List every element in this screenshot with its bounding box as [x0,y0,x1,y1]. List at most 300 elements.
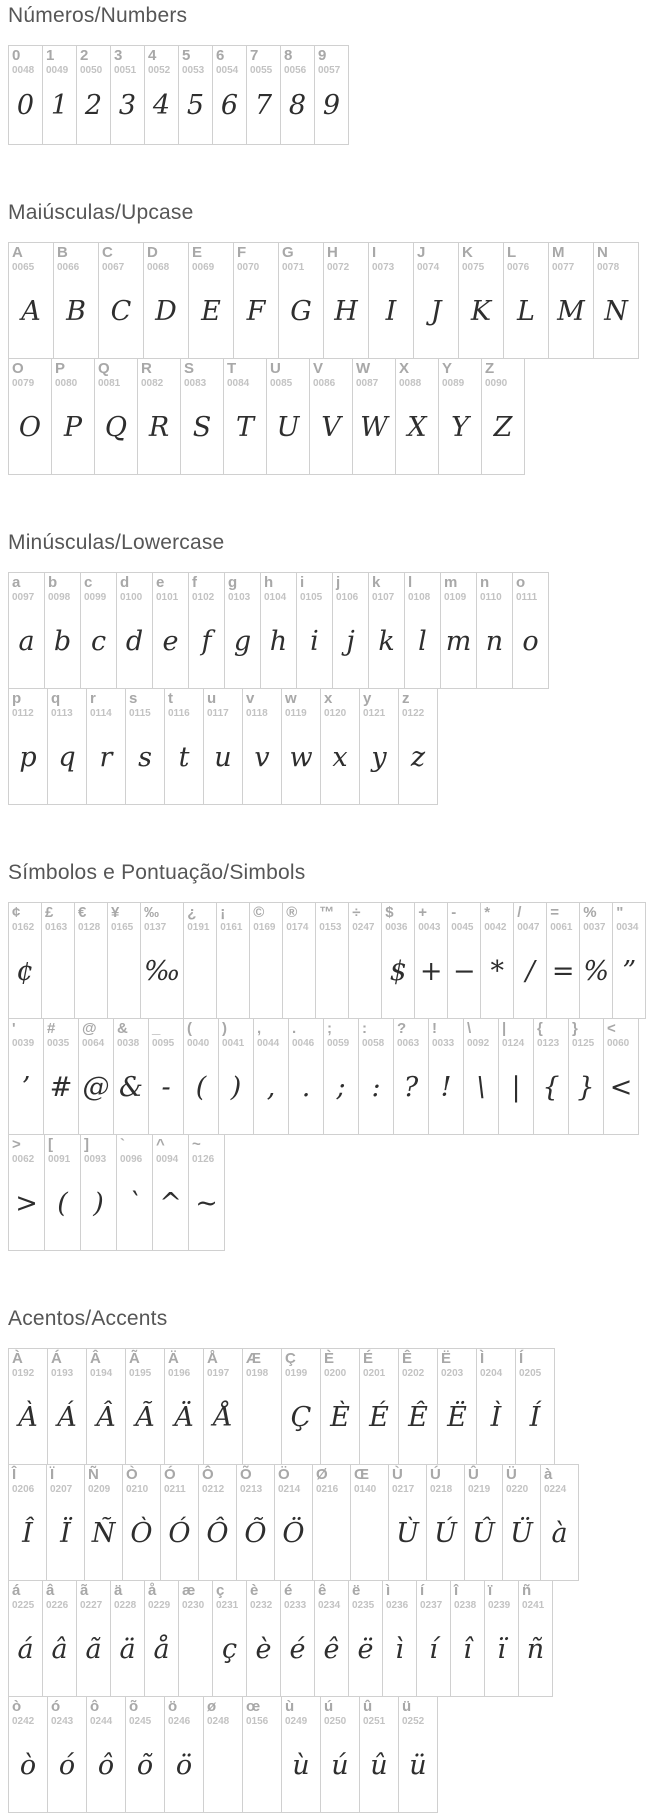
unicode-code: 0036 [385,922,408,934]
glyph-cell [47,1696,87,1813]
reference-char: ÷ [352,904,361,921]
reference-char: > [12,1136,21,1153]
unicode-code: 0107 [372,592,395,604]
reference-char: z [402,690,410,707]
unicode-code: 0246 [168,1716,191,1728]
glyph-cell [480,902,514,1019]
glyph-cell [320,1696,360,1813]
unicode-code: 0084 [227,378,250,390]
glyph-cell [426,1464,465,1581]
reference-char: 9 [318,47,327,64]
glyph-cell [463,1018,499,1135]
unicode-code: 0101 [156,592,179,604]
font-glyph: ö [175,1749,193,1781]
unicode-code: 0058 [362,1038,385,1050]
font-glyph [246,1728,278,1810]
font-glyph: ‰ [144,955,181,987]
reference-char: y [363,690,372,707]
unicode-code: 0224 [544,1484,567,1496]
glyph-cell [8,572,45,689]
unicode-code: 0250 [324,1716,347,1728]
reference-char: Ä [168,1350,179,1367]
glyph-table [8,572,661,805]
reference-char: s [129,690,138,707]
reference-char: C [102,244,113,261]
glyph-row [8,45,661,145]
reference-char: Ë [441,1350,452,1367]
reference-char: b [48,574,58,591]
glyph-cell [198,1464,237,1581]
reference-char: # [47,1020,56,1037]
unicode-code: 0066 [57,262,80,274]
unicode-code: 0096 [120,1154,143,1166]
font-glyph: u [214,741,232,773]
font-glyph: z [410,741,426,773]
font-glyph: # [49,1071,73,1103]
reference-char: @ [82,1020,97,1037]
reference-char: î [454,1582,459,1599]
unicode-code: 0205 [519,1368,542,1380]
font-glyph: y [371,741,387,773]
reference-char: å [148,1582,157,1599]
glyph-cell [110,45,145,145]
font-glyph: ) [230,1071,242,1103]
unicode-code: 0034 [616,922,639,934]
font-glyph: I [385,295,397,327]
reference-char: B [57,244,68,261]
font-glyph: t [178,741,190,773]
unicode-code: 0248 [207,1716,230,1728]
glyph-cell [249,902,283,1019]
glyph-cell [152,572,189,689]
glyph-cell [540,1464,579,1581]
font-glyph: H [334,295,358,327]
unicode-code: 0197 [207,1368,230,1380]
font-glyph: W [360,411,388,443]
unicode-code: 0040 [187,1038,210,1050]
unicode-code: 0118 [246,708,268,720]
font-glyph: ì [395,1633,404,1665]
unicode-code: 0251 [363,1716,386,1728]
unicode-code: 0037 [583,922,606,934]
unicode-code: 0137 [144,922,167,934]
unicode-code: 0075 [462,262,485,274]
reference-char: ã [80,1582,89,1599]
font-glyph: 8 [288,90,307,122]
reference-char: c [84,574,93,591]
glyph-cell [358,1018,394,1135]
reference-char: H [327,244,338,261]
font-glyph: Â [96,1401,116,1433]
unicode-code: 0033 [432,1038,455,1050]
glyph-cell [398,688,438,805]
unicode-code: 0120 [324,708,347,720]
glyph-cell [42,45,77,145]
glyph-cell [464,1464,503,1581]
reference-char: $ [385,904,394,921]
font-glyph [352,934,378,1016]
reference-char: é [284,1582,293,1599]
font-glyph: C [110,295,132,327]
unicode-code: 0039 [12,1038,35,1050]
reference-char: à [544,1466,553,1483]
glyph-cell [266,358,310,475]
font-glyph: è [255,1633,272,1665]
glyph-cell [86,1696,126,1813]
unicode-code: 0162 [12,922,35,934]
unicode-code: 0116 [168,708,190,720]
unicode-code: 0051 [114,65,137,77]
font-glyph: Ô [206,1517,229,1549]
font-glyph: r [99,741,113,773]
unicode-code: 0119 [285,708,307,720]
font-glyph: { [542,1071,560,1103]
glyph-cell [98,242,144,359]
reference-char: ë [352,1582,361,1599]
unicode-code: 0210 [126,1484,149,1496]
reference-char: { [537,1020,543,1037]
reference-char: q [51,690,61,707]
glyph-cell [53,242,99,359]
reference-char: ì [386,1582,391,1599]
glyph-cell [502,1464,541,1581]
reference-char: ü [402,1698,412,1715]
font-glyph: ? [403,1071,419,1103]
section-numbers [8,4,661,145]
reference-char: € [78,904,87,921]
reference-char: Ú [430,1466,441,1483]
glyph-cell [137,358,181,475]
font-glyph: T [235,411,254,443]
font-glyph [111,934,137,1016]
font-glyph: õ [136,1749,154,1781]
reference-char: Ò [126,1466,138,1483]
reference-char: w [285,690,297,707]
font-glyph: 1 [50,90,69,122]
reference-char: k [372,574,381,591]
reference-char: ¢ [12,904,21,921]
unicode-code: 0231 [216,1600,239,1612]
font-glyph: & [118,1071,144,1103]
glyph-cell [160,1464,199,1581]
glyph-cell [116,572,153,689]
glyph-cell [144,1580,179,1697]
unicode-code: 0109 [444,592,467,604]
reference-char: E [192,244,203,261]
font-glyph: ú [331,1749,349,1781]
reference-char: j [336,574,341,591]
unicode-code: 0056 [284,65,307,77]
font-glyph: < [609,1071,633,1103]
font-glyph: = [551,955,575,987]
reference-char: = [550,904,559,921]
unicode-code: 0071 [282,262,305,274]
reference-char: Ñ [88,1466,99,1483]
font-glyph: f [201,625,212,657]
font-glyph: 7 [254,90,273,122]
reference-char: È [324,1350,335,1367]
font-glyph: v [254,741,270,773]
unicode-code: 0195 [129,1368,152,1380]
font-glyph: Ú [434,1517,457,1549]
glyph-cell [148,1018,184,1135]
glyph-cell [144,45,179,145]
glyph-cell [125,688,165,805]
unicode-code: 0097 [12,592,35,604]
unicode-code: 0219 [468,1484,491,1496]
font-glyph: É [369,1401,389,1433]
reference-char: 0 [12,47,21,64]
glyph-cell [398,1348,438,1465]
glyph-row [8,1018,661,1135]
unicode-code: 0174 [286,922,309,934]
glyph-cell [323,242,369,359]
font-glyph: ó [58,1749,76,1781]
glyph-row [8,242,661,359]
glyph-cell [282,902,316,1019]
unicode-code: 0044 [257,1038,280,1050]
reference-char: u [207,690,217,707]
unicode-code: 0192 [12,1368,35,1380]
unicode-code: 0225 [12,1600,35,1612]
reference-char: Œ [354,1466,369,1483]
reference-char: : [362,1020,367,1037]
unicode-code: 0092 [467,1038,490,1050]
glyph-cell [413,242,459,359]
font-glyph: . [301,1071,311,1103]
font-glyph [354,1496,385,1578]
unicode-code: 0241 [522,1600,545,1612]
glyph-cell [246,1580,281,1697]
glyph-cell [203,688,243,805]
font-glyph: å [153,1633,170,1665]
unicode-code: 0193 [51,1368,74,1380]
glyph-row [8,1348,661,1465]
unicode-code: 0207 [50,1484,73,1496]
font-glyph: ù [292,1749,310,1781]
glyph-cell [274,1464,313,1581]
reference-char: r [90,690,96,707]
glyph-cell [332,572,369,689]
unicode-code: 0064 [82,1038,105,1050]
unicode-code: 0099 [84,592,107,604]
glyph-cell [382,1580,417,1697]
section-title: Minúsculas/Lowercase [8,531,225,554]
reference-char: ê [318,1582,327,1599]
reference-char: a [12,574,21,591]
font-glyph: Q [104,411,128,443]
unicode-code: 0121 [363,708,386,720]
reference-char: " [616,904,624,921]
glyph-cell [260,572,297,689]
reference-char: ™ [319,904,335,921]
font-glyph [187,934,213,1016]
unicode-code: 0106 [336,592,359,604]
glyph-cell [323,1018,359,1135]
font-glyph: D [155,295,177,327]
font-glyph: U [276,411,300,443]
glyph-cell [281,688,321,805]
font-glyph: Ë [447,1401,467,1433]
font-glyph [207,1728,239,1810]
font-glyph: * [490,955,504,987]
section-title: Números/Numbers [8,4,188,27]
font-glyph [286,934,312,1016]
glyph-cell [80,572,117,689]
unicode-code: 0227 [80,1600,103,1612]
glyph-cell [183,1018,219,1135]
unicode-code: 0074 [417,262,440,274]
reference-char: © [253,904,265,921]
unicode-code: 0047 [517,922,540,934]
unicode-code: 0046 [292,1038,315,1050]
reference-char: ù [285,1698,295,1715]
font-glyph: B [66,295,86,327]
reference-char: m [444,574,458,591]
unicode-code: 0237 [420,1600,443,1612]
font-glyph: Ä [174,1401,194,1433]
unicode-code: 0048 [12,65,35,77]
glyph-cell [8,1134,45,1251]
font-glyph: ã [85,1633,102,1665]
reference-char: æ [182,1582,196,1599]
unicode-code: 0114 [90,708,112,720]
font-glyph: 5 [186,90,205,122]
glyph-cell [43,1018,79,1135]
reference-char: [ [48,1136,53,1153]
glyph-cell [515,1348,555,1465]
glyph-cell [178,45,213,145]
section-title: Acentos/Accents [8,1307,168,1330]
glyph-cell [579,902,613,1019]
glyph-cell [404,572,441,689]
unicode-code: 0086 [313,378,336,390]
font-glyph: ¢ [16,955,34,987]
unicode-code: 0061 [550,922,573,934]
unicode-code: 0199 [285,1368,308,1380]
glyph-cell [122,1464,161,1581]
font-glyph: > [15,1187,38,1219]
font-glyph: ^ [159,1187,182,1219]
glyph-cell [280,45,315,145]
glyph-cell [94,358,138,475]
glyph-cell [164,688,204,805]
reference-char: Y [442,360,453,377]
glyph-cell [188,242,234,359]
unicode-code: 0229 [148,1600,171,1612]
reference-char: Ê [402,1350,413,1367]
reference-char: K [462,244,473,261]
font-glyph: Ç [290,1401,312,1433]
glyph-cell [320,688,360,805]
unicode-code: 0220 [506,1484,529,1496]
glyph-cell [76,45,111,145]
glyph-cell [458,242,504,359]
reference-char: Ã [129,1350,140,1367]
reference-char: Ø [316,1466,328,1483]
glyph-row [8,688,661,805]
font-glyph: ) [93,1187,104,1219]
font-glyph: Å [213,1401,233,1433]
glyph-cell [281,1696,321,1813]
glyph-cell [309,358,353,475]
glyph-cell [47,688,87,805]
reference-char: T [227,360,237,377]
unicode-code: 0090 [485,378,508,390]
glyph-cell [224,572,261,689]
glyph-cell [164,1696,204,1813]
unicode-code: 0117 [207,708,229,720]
glyph-cell [393,1018,429,1135]
reference-char: Û [468,1466,479,1483]
glyph-cell [533,1018,569,1135]
font-glyph: ï [497,1633,506,1665]
reference-char: U [270,360,281,377]
glyph-cell [8,45,43,145]
font-glyph [246,1380,278,1462]
unicode-code: 0235 [352,1600,375,1612]
reference-char: Å [207,1350,218,1367]
unicode-code: 0209 [88,1484,111,1496]
font-glyph: Z [493,411,513,443]
reference-char: Æ [246,1350,261,1367]
unicode-code: 0218 [430,1484,453,1496]
glyph-cell [348,902,382,1019]
reference-char: ! [432,1020,437,1037]
reference-char: ö [168,1698,178,1715]
unicode-code: 0242 [12,1716,35,1728]
unicode-code: 0124 [502,1038,525,1050]
reference-char: ä [114,1582,123,1599]
glyph-cell [513,902,547,1019]
font-glyph: Ê [408,1401,428,1433]
unicode-code: 0081 [98,378,121,390]
font-glyph: ” [622,955,637,987]
font-glyph: ’ [21,1071,31,1103]
unicode-code: 0088 [399,378,422,390]
glyph-cell [218,1018,254,1135]
reference-char: | [502,1020,507,1037]
reference-char: Ù [392,1466,403,1483]
reference-char: ú [324,1698,334,1715]
glyph-cell [296,572,333,689]
glyph-cell [253,1018,289,1135]
font-glyph: g [233,625,252,657]
glyph-cell [498,1018,534,1135]
font-glyph: d [125,625,144,657]
glyph-cell [203,1696,243,1813]
unicode-code: 0211 [164,1484,186,1496]
glyph-cell [110,1580,145,1697]
font-glyph: l [418,625,427,657]
unicode-code: 0212 [202,1484,225,1496]
glyph-row [8,1580,661,1697]
unicode-code: 0239 [488,1600,511,1612]
font-glyph: x [332,741,348,773]
glyph-cell [359,688,399,805]
reference-char: ô [90,1698,100,1715]
glyph-cell [203,1348,243,1465]
glyph-cell [440,572,477,689]
font-glyph: ( [57,1187,68,1219]
glyph-cell [450,1580,485,1697]
glyph-cell [140,902,184,1019]
reference-char: i [300,574,305,591]
glyph-cell [314,45,349,145]
unicode-code: 0089 [442,378,465,390]
unicode-code: 0245 [129,1716,152,1728]
font-glyph: \ [476,1071,486,1103]
